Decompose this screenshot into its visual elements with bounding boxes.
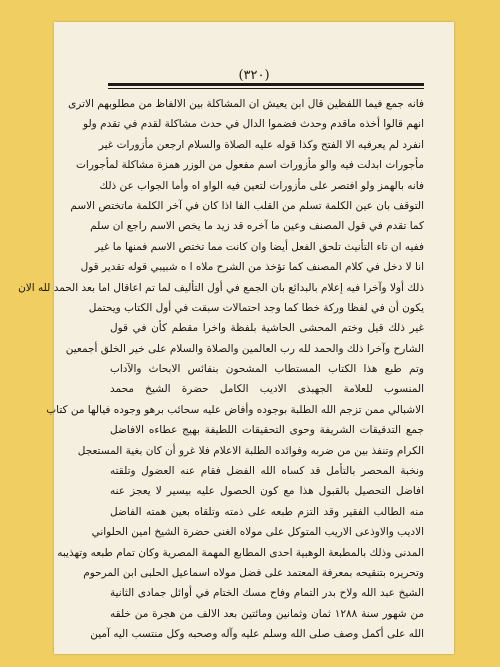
text-line: وتم طبع هذا الكتاب المستطاب المشحون بنفائس الابحاث والآداب xyxy=(110,363,424,376)
text-line: الاشبالي ممن تزجم الله الطلبة بوجوده وأفاض عليه سحائب برهو وجوده فيالها من كتاب xyxy=(46,403,424,416)
header-rule-thick xyxy=(108,83,424,86)
text-line: يكون أن في لفظا وركة خطا كما وجد احتمالات سبقت في أول الكتاب ويحتمل xyxy=(88,301,424,314)
text-line: انفرد لم يعرفيه الا الفتح وكذا قوله عليه الصلاة والسلام ارجعن مأزورات غير xyxy=(98,138,424,151)
text-line: فانه جمع فيما اللفظين قال ابن يعيش ان المشاكلة بين الالفاظ من مطلوبهم الاترى xyxy=(68,98,424,110)
text-line: الكرام وتنفذ بين من ضربه وفوائده الطلبة الاعلام فلا غرو أن كان بغية المستعجل xyxy=(77,444,424,457)
text-line: غير ذلك قيل وختم المحشى الحاشية بلفظة واخرا مقطم كأن في قول xyxy=(110,322,424,335)
text-line: التوقف بان عين الكلمة تسلم من القلب الفا اذا كان في آخر الكلمة ماتختص الاسم xyxy=(70,199,424,212)
text-line: ففيه ان تاء التأنيث تلحق الفعل أيضا وان كانت مما تختص الاسم فمنها ما غير xyxy=(95,240,424,253)
text-line: انا لا دخل في كلام المصنف كما تؤخذ من الشرح ملاه ا ه شبيبي قوله تقدير قول xyxy=(80,261,424,274)
text-line: المدنى وذلك بالمطبعة الوهبية احدى المطابع المهمة المصرية وكان تمام طبعه وتهذيبه xyxy=(57,546,424,559)
text-line: وتحريره بتنقيحه بمعرفة المعتمد على فضل مولاه اسماعيل الحلبى ابن المرحوم xyxy=(83,566,424,579)
text-line: منه الطالب الفقير وقد التزم طبعه على ذمته وتلقاه بعين همته الفاضل xyxy=(110,505,424,518)
page-number: (٣٢٠) xyxy=(238,68,270,83)
text-line: كما تقدم في قول المصنف وعين ما آخره قد زيد ما يخص الاسم راجع ان سلم xyxy=(90,220,424,233)
text-line: الاديب والاوذعى الاريب المتوكل على مولاه الغنى حضرة الشيخ امين الحلواني xyxy=(91,526,424,539)
text-line: الله على أكمل وصف صلى الله وسلم عليه وآله وصحبه وكل منتسب اليه آمين xyxy=(90,628,424,641)
text-line: فانه بالهمز ولو افتصر على مأزورات لتعين فيه الواو اه وأما الجواب عن ذلك xyxy=(99,179,424,192)
text-line: الشيخ عبد الله ولاح بدر التمام وفاح مسك الختام في أوائل جمادى الثانية xyxy=(110,587,424,600)
text-line: ونخبة المحصر بالتأمل قد كساه الله الفضل فقام عنه العضول وتلقته xyxy=(110,465,424,478)
text-line: المنسوب للعلامة الجهبذى الاديب الكامل حضرة الشيخ محمد xyxy=(110,383,424,396)
header-rule-thin xyxy=(108,88,424,89)
text-line: الشارح وآخرا ذلك والحمد لله رب العالمين والصلاة والسلام على خير الخلق أجمعين xyxy=(65,342,424,355)
body-text xyxy=(18,94,424,645)
text-line: انهم قالوا أخذه ماقدم وحدث فضموا الدال في حدث مشاكلة لقدم في تقدم ولو xyxy=(83,118,424,131)
text-line: افاضل التحصيل بالقبول هذا مع كون الحصول عليه بيسير لا يعجز عنه xyxy=(110,485,424,498)
text-line: جمع التدقيقات الشريفة وحوى التحقيقات اللطيفة بهيج عطاءه الافاضل xyxy=(110,424,424,437)
book-page xyxy=(18,22,454,654)
text-line: مأجورات ابدلت فيه والو مأزورات اسم مفعول من الوزر همزة مشاكلة لمأجورات xyxy=(76,159,424,172)
text-line: من شهور سنة ١٢٨٨ ثمان وثمانين ومائتين بعد الالف من هجرة من خلقه xyxy=(110,607,424,620)
text-line: ذلك أولا وآخرا فيه إعلام بالبدائع بان الجمع في أول التأليف لما تم اعاقال اما بعد الحمد لله الان xyxy=(18,281,424,294)
